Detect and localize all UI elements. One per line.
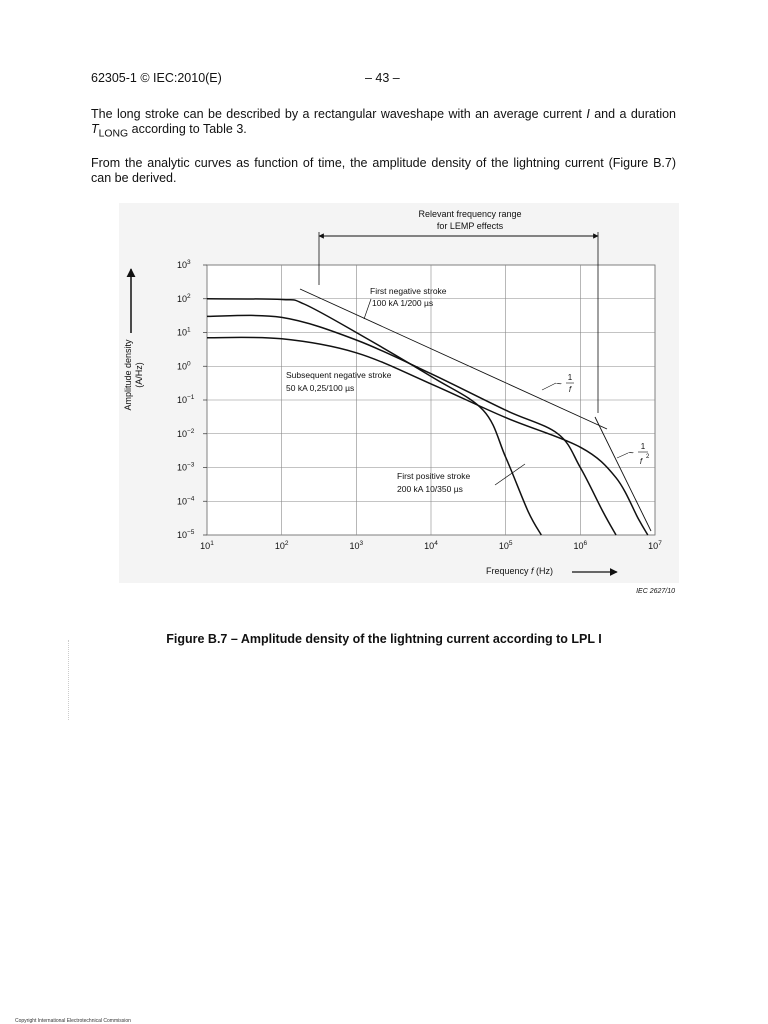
x-tick-label: $10^1$ [200, 540, 214, 551]
paragraph-long-stroke [91, 107, 676, 142]
x-tick-label: $10^5$ [498, 540, 513, 551]
x-tick-label: $10^2$ [274, 540, 289, 551]
p1-text-c: according to Table 3. [128, 122, 247, 136]
slope-1f2-denominator: f [639, 457, 643, 466]
x-tick-label: $10^7$ [648, 540, 662, 551]
amplitude-density-chart [119, 203, 679, 603]
p1-subscript-long: LONG [98, 128, 129, 140]
annotation-subsequent-negative-title: Subsequent negative stroke [286, 370, 392, 380]
y-unit-text: (A/Hz) [134, 362, 144, 388]
range-label-line2: for LEMP effects [436, 221, 504, 231]
range-label-line1: Relevant frequency range [418, 209, 522, 219]
annotation-first-positive-params: 200 kA 10/350 µs [397, 484, 463, 494]
y-tick-label: $10^{-2}$ [177, 427, 195, 439]
slope-1f2-tilde: ~ [628, 448, 634, 459]
y-tick-label: $10^0$ [177, 360, 191, 372]
slope-1f-tilde: ~ [556, 379, 562, 390]
y-tick-label: $10^2$ [177, 292, 191, 304]
y-tick-label: $10^{-5}$ [177, 529, 195, 540]
y-tick-label: $10^1$ [177, 326, 191, 338]
page-header-left: 62305-1 © IEC:2010(E) [91, 71, 222, 85]
x-tick-label: $10^4$ [424, 540, 438, 551]
x-tick-label: $10^6$ [573, 540, 588, 551]
p1-symbol-i: I [586, 107, 590, 121]
x-label-b: (Hz) [533, 566, 554, 576]
slope-1f2-exponent: 2 [646, 454, 650, 460]
p1-symbol-t: T [91, 122, 99, 136]
slope-1f2-numerator: 1 [640, 442, 646, 451]
y-label-text: Amplitude density [123, 339, 133, 411]
paragraph-analytic-curves: From the analytic curves as function of time, the amplitude density of the lightning current (Figure B.7) can be derived. [91, 156, 676, 185]
x-label-a: Frequency [486, 566, 532, 576]
x-tick-label: $10^3$ [349, 540, 364, 551]
annotation-subsequent-negative-params: 50 kA 0,25/100 µs [286, 383, 355, 393]
y-tick-label: $10^{-1}$ [177, 394, 195, 405]
p1-text-b: and a duration [589, 107, 676, 121]
slope-1f-numerator: 1 [567, 373, 573, 382]
annotation-first-positive-title: First positive stroke [397, 471, 471, 481]
p1-text-a: The long stroke can be described by a rectangular waveshape with an average current [91, 107, 587, 121]
page-number: – 43 – [365, 71, 400, 85]
copyright-footer: Copyright International Electrotechnical Commission [15, 1018, 131, 1024]
slope-1f-denominator: f [568, 385, 572, 394]
iec-reference: IEC 2627/10 [636, 588, 675, 595]
annotation-first-negative-title: First negative stroke [370, 286, 447, 296]
y-tick-label: $10^{-3}$ [177, 461, 195, 473]
annotation-first-negative-params: 100 kA 1/200 µs [372, 298, 434, 308]
y-tick-label: $10^{-4}$ [177, 495, 195, 507]
x-axis-label [486, 566, 553, 576]
x-label-f: f [531, 566, 534, 576]
margin-watermark [68, 640, 73, 720]
y-axis-label [123, 339, 144, 411]
figure-caption: Figure B.7 – Amplitude density of the lightning current according to LPL I [166, 632, 602, 646]
y-tick-label: $10^3$ [177, 259, 191, 270]
